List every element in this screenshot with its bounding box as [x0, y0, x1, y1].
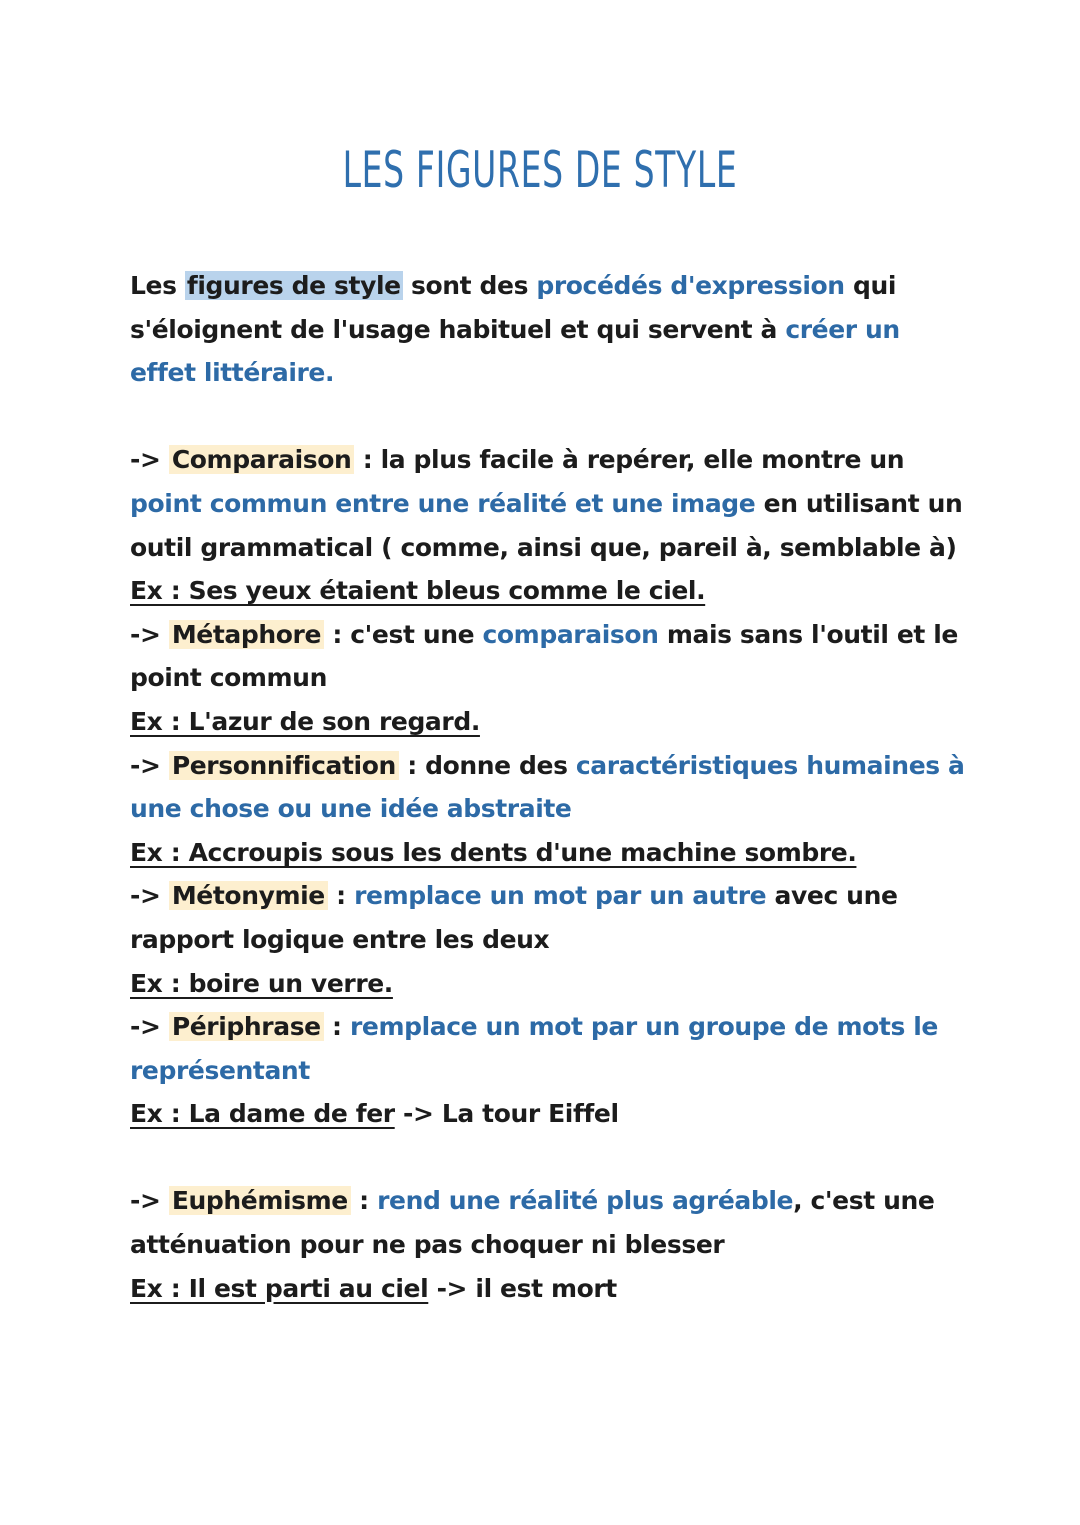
comparaison-example: Ex : Ses yeux étaient bleus comme le ciel. — [130, 576, 706, 606]
comparaison-line-2: point commun entre une réalité et une image en utilisant un — [130, 488, 963, 518]
arrow: -> — [130, 750, 169, 780]
arrow: -> — [130, 619, 169, 649]
comparaison-line-1: -> Comparaison : la plus facile à repérer, elle montre un — [130, 445, 905, 475]
document-body — [130, 264, 965, 1310]
metaphore-example: Ex : L'azur de son regard. — [130, 706, 480, 736]
euphemisme-line-2: atténuation pour ne pas choquer ni blesser — [130, 1230, 725, 1260]
term-euphemisme: Euphémisme — [169, 1186, 351, 1215]
arrow: -> — [130, 881, 169, 911]
periphrase-line-1: -> Périphrase : remplace un mot par un groupe de mots le — [130, 1012, 938, 1042]
metonymie-line-2: rapport logique entre les deux — [130, 924, 550, 954]
term-comparaison: Comparaison — [169, 445, 355, 474]
comparaison-line-3: outil grammatical ( comme, ainsi que, pareil à, semblable à) — [130, 532, 957, 562]
personnification-example: Ex : Accroupis sous les dents d'une machine sombre. — [130, 837, 857, 867]
spacer — [130, 395, 960, 439]
personnification-line-2: une chose ou une idée abstraite — [130, 794, 572, 824]
term-personnification: Personnification — [169, 751, 399, 780]
arrow: -> — [130, 445, 169, 475]
euphemisme-line-1: -> Euphémisme : rend une réalité plus agréable, c'est une — [130, 1186, 935, 1216]
term-metonymie: Métonymie — [169, 881, 328, 910]
euphemisme-example: Ex : Il est parti au ciel -> il est mort — [130, 1273, 617, 1303]
arrow: -> — [130, 1012, 169, 1042]
page-title: LES FIGURES DE STYLE — [342, 141, 738, 199]
spacer — [130, 1136, 960, 1180]
term-periphrase: Périphrase — [169, 1012, 324, 1041]
personnification-line-1: -> Personnification : donne des caractéristiques humaines à — [130, 750, 965, 780]
periphrase-line-2: représentant — [130, 1055, 310, 1085]
metonymie-example: Ex : boire un verre. — [130, 968, 393, 998]
intro-line-1: Les figures de style sont des procédés d'expression qui — [130, 271, 897, 300]
intro-line-2: s'éloignent de l'usage habituel et qui servent à créer un — [130, 314, 900, 344]
term-metaphore: Métaphore — [169, 620, 324, 649]
intro-line-3: effet littéraire. — [130, 358, 335, 388]
highlighted-term: figures de style — [186, 271, 401, 300]
periphrase-example: Ex : La dame de fer -> La tour Eiffel — [130, 1099, 619, 1129]
arrow: -> — [130, 1186, 169, 1216]
metonymie-line-1: -> Métonymie : remplace un mot par un autre avec une — [130, 881, 898, 911]
metaphore-line-2: point commun — [130, 663, 327, 693]
metaphore-line-1: -> Métaphore : c'est une comparaison mais sans l'outil et le — [130, 619, 958, 649]
